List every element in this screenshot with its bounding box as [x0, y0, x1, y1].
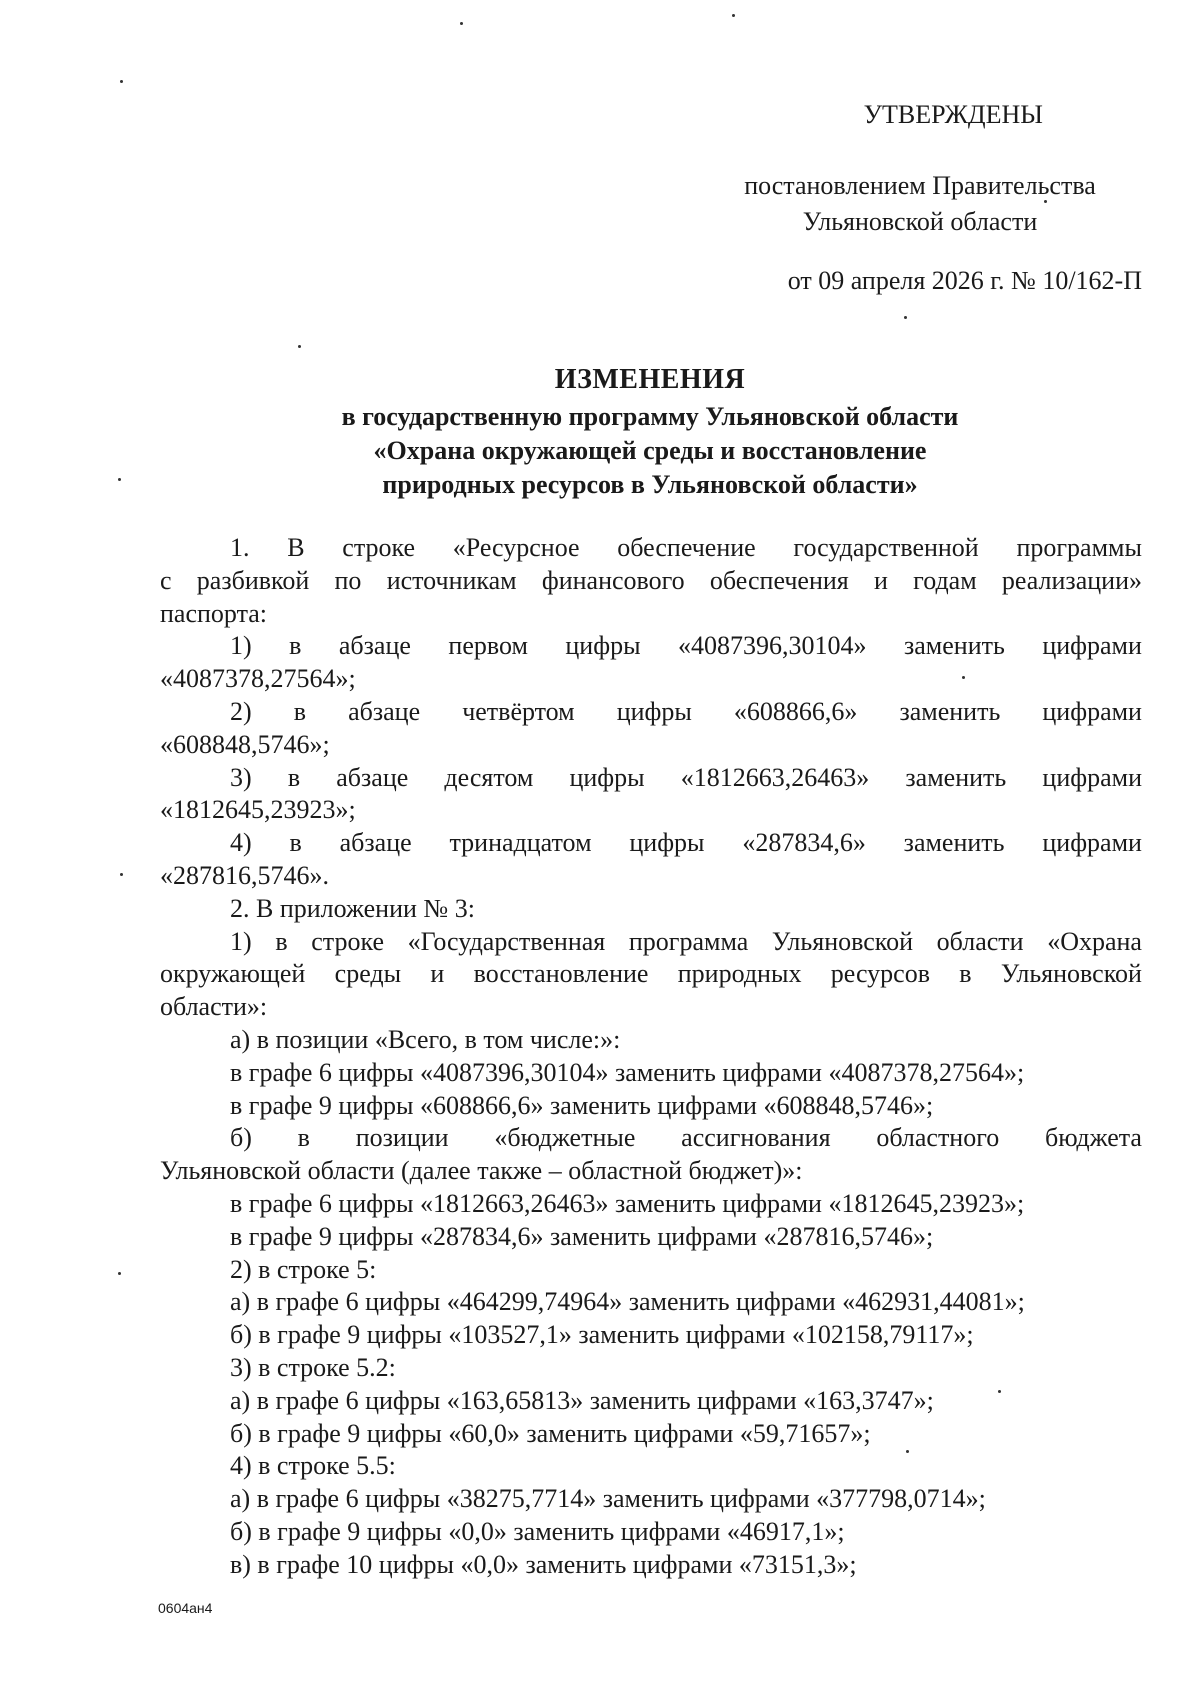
body-word: «Ресурсное — [452, 533, 580, 562]
body-word: цифрами — [1042, 631, 1142, 661]
body-word: заменить — [899, 696, 1001, 726]
scan-speck — [298, 345, 301, 348]
subtitle-line-3: природных ресурсов в Ульяновской области» — [382, 470, 918, 499]
body-line — [160, 696, 1142, 729]
body-line: а) в позиции «Всего, в том числе:»: — [230, 1024, 621, 1054]
body-line: «287816,5746». — [160, 860, 329, 890]
body-word: в — [289, 828, 302, 858]
body-word: и — [874, 565, 888, 595]
body-word: «287834,6» — [742, 828, 866, 858]
body-word: по — [334, 565, 362, 595]
body-word: бюджета — [1045, 1123, 1142, 1153]
scan-speck — [998, 1390, 1001, 1393]
body-word: в — [287, 762, 301, 792]
body-word: среды — [334, 959, 402, 989]
body-word: цифры — [616, 696, 692, 726]
approval-date: от 09 апреля 2026 г. № 10/162-П — [787, 266, 1142, 295]
scan-speck — [120, 80, 123, 83]
body-word: 1) — [230, 631, 252, 661]
body-word: абзаце — [336, 762, 409, 792]
approval-stamp-title: УТВЕРЖДЕНЫ — [863, 100, 1043, 129]
scan-speck — [962, 676, 965, 679]
body-word: годам — [913, 565, 977, 595]
body-line: 2) в строке 5: — [230, 1254, 377, 1284]
body-word: «Государственная — [407, 926, 606, 956]
body-word: ассигнования — [681, 1123, 831, 1153]
body-word: тринадцатом — [449, 828, 592, 858]
body-word: природных — [677, 959, 802, 989]
body-word: источникам — [386, 565, 517, 595]
scan-speck — [118, 478, 121, 481]
scan-speck — [120, 873, 123, 876]
body-line: 2. В приложении № 3: — [230, 893, 475, 923]
document-code: 0604ан4 — [158, 1600, 213, 1616]
body-line: в) в графе 10 цифры «0,0» заменить цифрами «73151,3»; — [230, 1549, 857, 1579]
body-word: обеспечение — [617, 533, 756, 562]
body-word: области — [936, 926, 1024, 956]
body-word: цифрами — [1042, 828, 1142, 858]
body-line: а) в графе 6 цифры «464299,74964» заменить цифрами «462931,44081»; — [230, 1287, 1025, 1317]
body-line — [160, 1122, 1142, 1155]
body-line: «4087378,27564»; — [160, 664, 356, 694]
body-word: в — [297, 1123, 310, 1153]
document-subtitle — [160, 400, 1140, 502]
scan-speck — [460, 22, 463, 25]
document-title: ИЗМЕНЕНИЯ — [554, 364, 746, 395]
body-line: б) в графе 9 цифры «0,0» заменить цифрами «46917,1»; — [230, 1516, 845, 1546]
approval-authority — [700, 168, 1140, 240]
body-line: б) в графе 9 цифры «60,0» заменить цифрами «59,71657»; — [230, 1418, 871, 1448]
body-line: 4) в строке 5.5: — [230, 1451, 396, 1481]
body-line — [160, 827, 1142, 860]
body-word: «608866,6» — [733, 696, 858, 726]
body-word: 4) — [230, 828, 252, 858]
body-word: в — [959, 959, 972, 989]
body-word: с — [160, 565, 172, 595]
approval-authority-line-1: постановлением Правительства — [744, 171, 1096, 200]
body-line — [160, 762, 1142, 795]
body-word: десятом — [444, 762, 534, 792]
body-line — [160, 958, 1142, 991]
body-word: «Охрана — [1047, 926, 1142, 956]
body-line: «608848,5746»; — [160, 729, 330, 759]
body-word: абзаце — [339, 828, 412, 858]
body-word: обеспечения — [709, 565, 849, 595]
subtitle-line-1: в государственную программу Ульяновской области — [341, 402, 959, 431]
body-word: 1) — [230, 926, 252, 956]
body-word: «4087396,30104» — [678, 631, 867, 661]
body-word: областного — [876, 1123, 1000, 1153]
subtitle-line-2: «Охрана окружающей среды и восстановление — [373, 436, 927, 465]
body-line: «1812645,23923»; — [160, 795, 356, 825]
body-word: программа — [628, 926, 749, 956]
body-word: первом — [448, 631, 528, 661]
body-line: а) в графе 6 цифры «38275,7714» заменить цифрами «377798,0714»; — [230, 1484, 986, 1514]
body-line: области»: — [160, 992, 268, 1022]
body-word: «1812663,26463» — [680, 762, 870, 792]
body-word: восстановление — [473, 959, 649, 989]
body-word: финансового — [541, 565, 685, 595]
body-word: государственной — [793, 533, 979, 562]
body-word: абзаце — [348, 696, 421, 726]
body-line: Ульяновской области (далее также – областной бюджет)»: — [160, 1156, 803, 1186]
scan-speck — [906, 1450, 909, 1453]
approval-authority-line-2: Ульяновской области — [802, 207, 1038, 236]
body-line: в графе 9 цифры «287834,6» заменить цифрами «287816,5746»; — [230, 1221, 934, 1251]
body-word: реализации» — [1001, 565, 1142, 595]
body-word: б) — [230, 1123, 252, 1153]
body-line: а) в графе 6 цифры «163,65813» заменить цифрами «163,3747»; — [230, 1385, 934, 1415]
body-line: в графе 6 цифры «4087396,30104» заменить цифрами «4087378,27564»; — [230, 1057, 1025, 1087]
body-word: разбивкой — [196, 565, 310, 595]
body-word: в — [293, 696, 307, 726]
body-word: заменить — [905, 762, 1007, 792]
body-line — [160, 565, 1142, 598]
body-word: программы — [1016, 533, 1142, 562]
body-word: строке — [342, 533, 416, 562]
body-word: заменить — [903, 631, 1005, 661]
body-word: Ульяновской — [771, 926, 913, 956]
body-line — [160, 926, 1142, 959]
body-line: 3) в строке 5.2: — [230, 1352, 396, 1382]
scan-speck — [904, 316, 907, 319]
body-word: ресурсов — [830, 959, 930, 989]
body-word: в — [289, 631, 302, 661]
body-word: «бюджетные — [494, 1123, 636, 1153]
body-line — [160, 532, 1142, 565]
body-word: строке — [311, 926, 384, 956]
body-word: Ульяновской — [1000, 959, 1142, 989]
body-word: и — [430, 959, 445, 989]
scan-speck — [1044, 200, 1047, 203]
body-word: абзаце — [338, 631, 411, 661]
body-word: 1. — [230, 533, 250, 562]
body-word: четвёртом — [462, 696, 575, 726]
body-word: заменить — [903, 828, 1005, 858]
body-word: цифры — [629, 828, 705, 858]
body-word: окружающей — [160, 959, 306, 989]
body-word: 2) — [230, 696, 252, 726]
body-word: в — [275, 926, 288, 956]
document-body — [160, 532, 1142, 1582]
body-word: 3) — [230, 762, 252, 792]
body-line: паспорта: — [160, 598, 268, 628]
body-word: цифры — [565, 631, 641, 661]
body-word: позиции — [355, 1123, 449, 1153]
scan-speck — [732, 14, 735, 17]
body-line — [160, 630, 1142, 663]
body-word: цифрами — [1042, 762, 1142, 792]
body-line: б) в графе 9 цифры «103527,1» заменить цифрами «102158,79117»; — [230, 1320, 974, 1350]
body-word: цифрами — [1042, 696, 1142, 726]
body-word: цифры — [569, 762, 645, 792]
body-word: В — [287, 533, 305, 562]
body-line: в графе 6 цифры «1812663,26463» заменить цифрами «1812645,23923»; — [230, 1188, 1025, 1218]
scan-speck — [118, 1272, 121, 1275]
body-line: в графе 9 цифры «608866,6» заменить цифрами «608848,5746»; — [230, 1090, 934, 1120]
